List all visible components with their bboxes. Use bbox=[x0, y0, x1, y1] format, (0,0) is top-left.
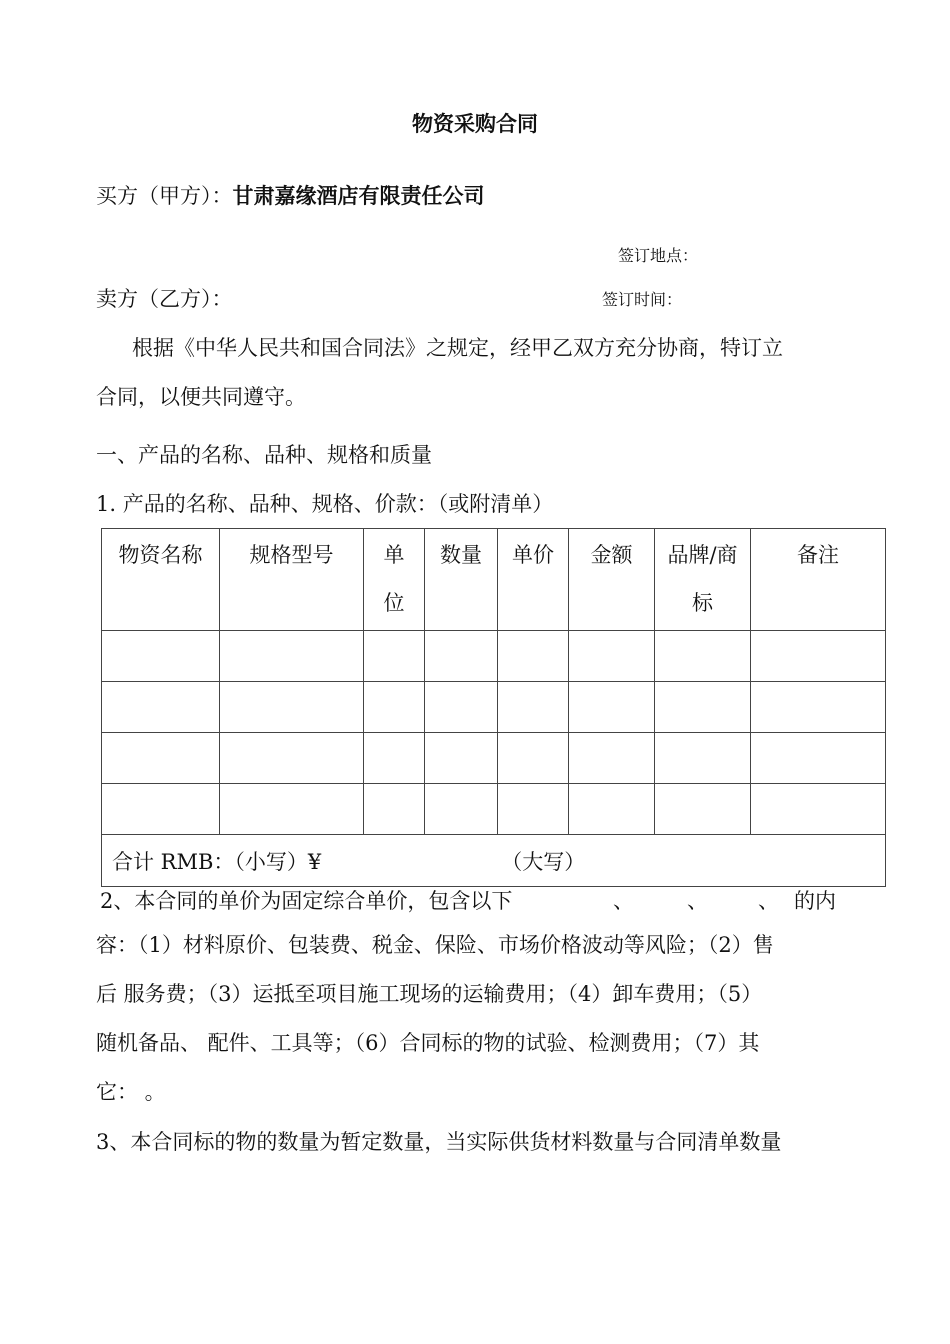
table-cell[interactable] bbox=[569, 682, 655, 733]
header-quantity: 数量 bbox=[425, 529, 498, 631]
table-cell[interactable] bbox=[425, 631, 498, 682]
table-cell[interactable] bbox=[425, 733, 498, 784]
clause2-line-4: 随机备品、 配件、工具等；（6）合同标的物的试验、检测费用；（7）其 bbox=[96, 1031, 760, 1055]
table-cell[interactable] bbox=[498, 682, 569, 733]
total-cell[interactable] bbox=[102, 835, 886, 887]
table-cell[interactable] bbox=[364, 631, 425, 682]
clause2-line-3: 后 服务费；（3）运抵至项目施工现场的运输费用；（4）卸车费用；（5） bbox=[96, 982, 763, 1006]
table-cell[interactable] bbox=[102, 733, 220, 784]
table-cell[interactable] bbox=[655, 631, 751, 682]
clause2-line-2: 容：（1）材料原价、包装费、税金、保险、市场价格波动等风险；（2）售 bbox=[96, 933, 774, 957]
buyer-line bbox=[96, 180, 485, 210]
table-cell[interactable] bbox=[569, 631, 655, 682]
header-material-name: 物资名称 bbox=[102, 529, 220, 631]
clause2-line1-prefix: 2、本合同的单价为固定综合单价，包含以下 bbox=[100, 889, 513, 913]
clause3-line-1: 3、本合同标的物的数量为暂定数量，当实际供货材料数量与合同清单数量 bbox=[96, 1130, 782, 1154]
header-unit bbox=[364, 529, 425, 631]
table-cell[interactable] bbox=[220, 733, 364, 784]
seller-label: 卖方（乙方）： bbox=[96, 287, 233, 311]
table-total-row bbox=[102, 835, 886, 887]
table-cell[interactable] bbox=[498, 631, 569, 682]
table-cell[interactable] bbox=[498, 784, 569, 835]
table-cell[interactable] bbox=[364, 682, 425, 733]
table-row bbox=[102, 733, 886, 784]
total-lowercase-label: 合计 RMB：（小写）¥ bbox=[112, 849, 322, 874]
table-cell[interactable] bbox=[751, 733, 886, 784]
table-cell[interactable] bbox=[220, 784, 364, 835]
sign-place-label: 签订地点： bbox=[618, 246, 699, 265]
table-cell[interactable] bbox=[655, 784, 751, 835]
header-remarks: 备注 bbox=[751, 529, 886, 631]
table-cell[interactable] bbox=[751, 784, 886, 835]
item1-heading: 1. 产品的名称、品种、规格、价款：（或附清单） bbox=[96, 492, 554, 516]
table-cell[interactable] bbox=[364, 784, 425, 835]
header-unit-price: 单价 bbox=[498, 529, 569, 631]
header-unit-text: 单位 bbox=[383, 543, 405, 615]
table-cell[interactable] bbox=[102, 631, 220, 682]
section1-heading: 一、产品的名称、品种、规格和质量 bbox=[96, 443, 432, 467]
table-cell[interactable] bbox=[220, 682, 364, 733]
table-cell[interactable] bbox=[425, 784, 498, 835]
table-cell[interactable] bbox=[364, 733, 425, 784]
table-cell[interactable] bbox=[220, 631, 364, 682]
table-cell[interactable] bbox=[569, 733, 655, 784]
clause2-line-5: 它： 。 bbox=[96, 1080, 166, 1104]
intro-line-1: 根据《中华人民共和国合同法》之规定，经甲乙双方充分协商，特订立 bbox=[132, 336, 783, 360]
clause2-sep-2: 、 bbox=[687, 889, 708, 913]
document-title: 物资采购合同 bbox=[412, 111, 538, 136]
clause2-sep-3: 、 bbox=[758, 889, 779, 913]
table-cell[interactable] bbox=[102, 682, 220, 733]
table-cell[interactable] bbox=[655, 733, 751, 784]
table-row bbox=[102, 682, 886, 733]
table-cell[interactable] bbox=[569, 784, 655, 835]
sign-time-label: 签订时间： bbox=[602, 290, 683, 309]
table-row bbox=[102, 631, 886, 682]
table-cell[interactable] bbox=[751, 631, 886, 682]
total-capital-label: （大写） bbox=[501, 849, 586, 874]
header-amount: 金额 bbox=[569, 529, 655, 631]
table-cell[interactable] bbox=[498, 733, 569, 784]
intro-line-2: 合同，以便共同遵守。 bbox=[96, 385, 306, 409]
table-cell[interactable] bbox=[655, 682, 751, 733]
buyer-label: 买方（甲方）： bbox=[96, 184, 233, 208]
clause2-sep-1: 、 bbox=[613, 889, 634, 913]
buyer-name: 甘肃嘉缘酒店有限责任公司 bbox=[232, 183, 485, 208]
header-brand bbox=[655, 529, 751, 631]
table-cell[interactable] bbox=[751, 682, 886, 733]
table-row bbox=[102, 784, 886, 835]
header-brand-text: 品牌/商标 bbox=[667, 543, 738, 615]
table-cell[interactable] bbox=[425, 682, 498, 733]
clause2-line1-suffix: 的内 bbox=[794, 889, 836, 913]
product-table bbox=[101, 528, 886, 887]
table-cell[interactable] bbox=[102, 784, 220, 835]
table-header-row bbox=[102, 529, 886, 631]
header-spec-model: 规格型号 bbox=[220, 529, 364, 631]
